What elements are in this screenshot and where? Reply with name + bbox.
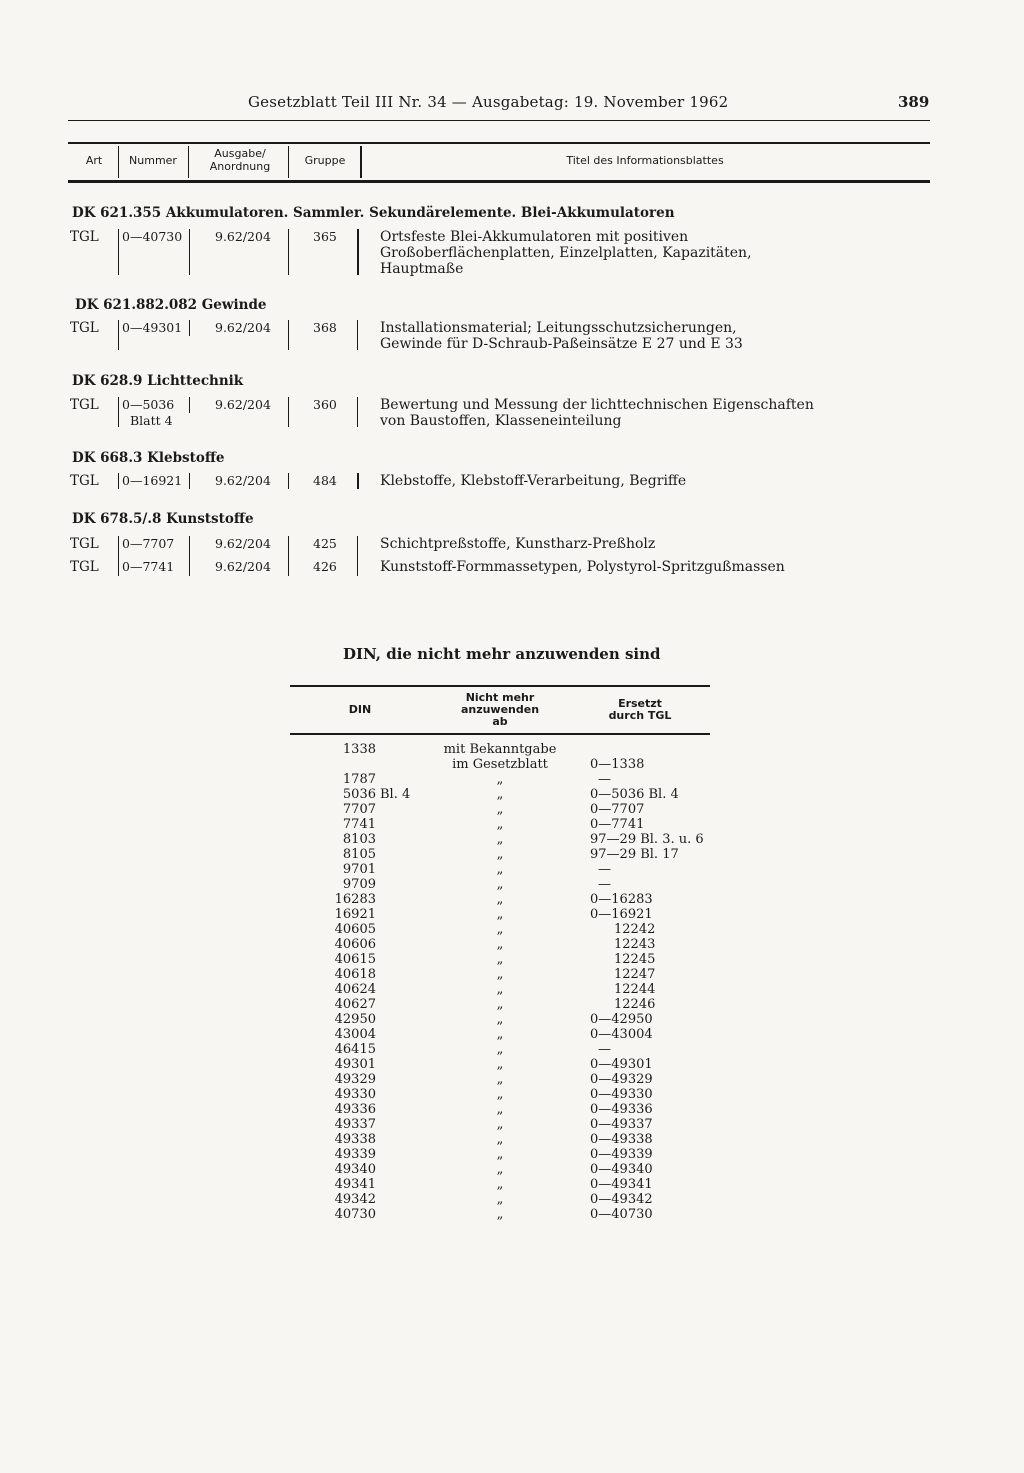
- din-table-row: [290, 1132, 710, 1147]
- din-not-applicable-from: „: [496, 1057, 504, 1072]
- section-heading: DK 628.9 Lichttechnik: [72, 373, 244, 389]
- din-table-row: [290, 997, 710, 1012]
- din-number: 49330: [334, 1087, 376, 1102]
- col-titel: Titel des Informationsblattes: [566, 154, 724, 167]
- din-replaced-by: 12242: [614, 922, 656, 937]
- din-not-applicable-from: „: [496, 892, 504, 907]
- din-not-applicable-from: „: [496, 1012, 504, 1027]
- page-number: 389: [898, 93, 930, 111]
- din-replaced-by: 0—49338: [590, 1132, 653, 1147]
- row-separator: [357, 320, 358, 350]
- din-replaced-by: 0—49337: [590, 1117, 653, 1132]
- din-not-applicable-from: „: [496, 1042, 504, 1057]
- section-heading: DK 621.882.082 Gewinde: [75, 297, 267, 313]
- row-separator: [118, 536, 119, 576]
- section-heading: DK 678.5/.8 Kunststoffe: [72, 511, 254, 527]
- din-number: 49337: [334, 1117, 376, 1132]
- row-separator: [189, 320, 190, 336]
- row-nummer: 0—40730: [122, 229, 183, 244]
- din-table-row: [290, 1042, 710, 1057]
- row-art: TGL: [70, 559, 99, 575]
- din-table-top-rule: [290, 685, 710, 687]
- row-separator: [118, 229, 119, 275]
- din-replaced-by: 12245: [614, 952, 656, 967]
- din-table-heading: DIN, die nicht mehr anzuwenden sind: [343, 645, 661, 663]
- row-nummer: 0—5036: [122, 397, 175, 412]
- din-replaced-by: 0—43004: [590, 1027, 653, 1042]
- din-table-row: [290, 1147, 710, 1162]
- din-col-ab-line1: Nicht mehr: [465, 691, 535, 704]
- row-nummer: 0—7741: [122, 559, 175, 574]
- din-replaced-by: 0—49342: [590, 1192, 653, 1207]
- din-table-row: [290, 772, 710, 787]
- din-not-applicable-from: „: [496, 922, 504, 937]
- col-separator: [360, 146, 362, 178]
- row-ausgabe: 9.62/204: [215, 229, 271, 244]
- row-separator: [118, 320, 119, 350]
- din-replaced-by: 0—7707: [590, 802, 645, 817]
- din-not-applicable-from: „: [496, 1207, 504, 1222]
- din-replaced-by: —: [598, 862, 611, 877]
- din-table-row: [290, 1117, 710, 1132]
- row-titel-line: Ortsfeste Blei-Akkumulatoren mit positiven: [380, 229, 689, 245]
- din-replaced-by: 0—5036 Bl. 4: [590, 787, 679, 802]
- din-number: 49336: [334, 1102, 376, 1117]
- din-table-row: [290, 952, 710, 967]
- din-number: 7741: [342, 817, 376, 832]
- din-not-applicable-from: „: [496, 1072, 504, 1087]
- row-separator: [189, 473, 190, 489]
- row-art: TGL: [70, 397, 99, 413]
- din-replaced-by: 0—49339: [590, 1147, 653, 1162]
- row-art: TGL: [70, 229, 99, 245]
- row-gruppe: 360: [313, 397, 337, 412]
- din-replaced-by: 0—16921: [590, 907, 653, 922]
- din-table-row: [290, 862, 710, 877]
- din-not-applicable-from: „: [496, 1192, 504, 1207]
- din-number: 40624: [334, 982, 376, 997]
- din-number: 42950: [334, 1012, 376, 1027]
- col-separator: [118, 146, 119, 178]
- din-number: 40627: [334, 997, 376, 1012]
- row-separator: [288, 473, 289, 489]
- din-number: 5036 Bl. 4: [342, 787, 411, 802]
- row-separator: [357, 229, 359, 275]
- din-number: 16921: [334, 907, 376, 922]
- din-not-applicable-from: „: [496, 802, 504, 817]
- din-number: 40730: [334, 1207, 376, 1222]
- din-replaced-by: 12243: [614, 937, 656, 952]
- din-table-row: [290, 907, 710, 922]
- din-not-applicable-from: „: [496, 1147, 504, 1162]
- din-replaced-by: 12247: [614, 967, 656, 982]
- din-replaced-by: 97—29 Bl. 17: [590, 847, 679, 862]
- din-number: 43004: [334, 1027, 376, 1042]
- din-not-applicable-from: „: [496, 1087, 504, 1102]
- row-titel-line: Kunststoff-Formmassetypen, Polystyrol-Spritzgußmassen: [380, 559, 785, 575]
- din-replaced-by: 0—1338: [590, 757, 645, 772]
- row-ausgabe: 9.62/204: [215, 559, 271, 574]
- din-table-row: [290, 1162, 710, 1177]
- row-titel-line: Bewertung und Messung der lichttechnischen Eigenschaften: [380, 397, 814, 413]
- din-replaced-by: 97—29 Bl. 3. u. 6: [590, 832, 704, 847]
- din-number: 1338: [342, 742, 376, 757]
- din-replaced-by: 0—42950: [590, 1012, 653, 1027]
- din-table-row: [290, 817, 710, 832]
- din-replaced-by: 0—49340: [590, 1162, 653, 1177]
- din-replaced-by: —: [598, 877, 611, 892]
- din-not-applicable-from: „: [496, 1102, 504, 1117]
- din-number: 40615: [334, 952, 376, 967]
- row-separator: [288, 229, 289, 275]
- din-replaced-by: 0—16283: [590, 892, 653, 907]
- row-gruppe: 365: [313, 229, 337, 244]
- row-titel-line: Schichtpreßstoffe, Kunstharz-Preßholz: [380, 536, 656, 552]
- din-replaced-by: 0—49341: [590, 1177, 653, 1192]
- din-col-ersetzt-line1: Ersetzt: [618, 697, 662, 710]
- din-not-applicable-from: „: [496, 832, 504, 847]
- row-separator: [357, 397, 358, 427]
- din-number: 7707: [342, 802, 376, 817]
- din-table-row: [290, 1057, 710, 1072]
- din-not-applicable-from: „: [496, 1117, 504, 1132]
- row-separator: [357, 536, 358, 576]
- col-ausgabe-line1: Ausgabe/: [214, 147, 266, 160]
- row-nummer-sub: Blatt 4: [130, 413, 173, 428]
- row-separator: [189, 397, 190, 413]
- din-table-row: [290, 1102, 710, 1117]
- din-number: 9709: [342, 877, 376, 892]
- din-not-applicable-from: „: [496, 1027, 504, 1042]
- din-not-applicable-from: „: [496, 982, 504, 997]
- col-separator: [188, 146, 189, 178]
- din-table-row: [290, 1192, 710, 1207]
- col-separator: [288, 146, 289, 178]
- din-number: 40605: [334, 922, 376, 937]
- col-gruppe: Gruppe: [304, 154, 346, 167]
- row-nummer: 0—7707: [122, 536, 175, 551]
- row-gruppe: 425: [313, 536, 337, 551]
- din-replaced-by: 0—7741: [590, 817, 645, 832]
- din-number: 49339: [334, 1147, 376, 1162]
- din-table-row: [290, 967, 710, 982]
- table-header-bottom-rule: [68, 180, 930, 183]
- din-replaced-by: —: [598, 1042, 611, 1057]
- row-gruppe: 368: [313, 320, 337, 335]
- header-rule: [68, 120, 930, 121]
- row-art: TGL: [70, 536, 99, 552]
- din-replaced-by: 0—49330: [590, 1087, 653, 1102]
- din-table-row: [290, 937, 710, 952]
- din-table-row: [290, 1012, 710, 1027]
- din-number-suffix: Bl. 4: [380, 787, 411, 802]
- row-art: TGL: [70, 473, 99, 489]
- din-not-applicable-from: „: [496, 1162, 504, 1177]
- din-number: 49340: [334, 1162, 376, 1177]
- row-titel-line: Gewinde für D-Schraub-Paßeinsätze E 27 und E 33: [380, 336, 743, 352]
- row-separator: [189, 229, 190, 275]
- din-number: 16283: [334, 892, 376, 907]
- row-ausgabe: 9.62/204: [215, 397, 271, 412]
- row-gruppe: 426: [313, 559, 337, 574]
- din-table-row: [290, 1177, 710, 1192]
- row-ausgabe: 9.62/204: [215, 536, 271, 551]
- din-number: 9701: [342, 862, 376, 877]
- din-number: 8103: [342, 832, 376, 847]
- din-replaced-by: 0—40730: [590, 1207, 653, 1222]
- din-number: 49341: [334, 1177, 376, 1192]
- din-table-row: [290, 1072, 710, 1087]
- din-not-applicable-from-line: im Gesetzblatt: [452, 757, 548, 772]
- din-not-applicable-from: „: [496, 937, 504, 952]
- din-not-applicable-from: „: [496, 847, 504, 862]
- row-titel-line: Hauptmaße: [380, 261, 464, 277]
- row-separator: [288, 397, 289, 427]
- din-number: 46415: [334, 1042, 376, 1057]
- row-gruppe: 484: [313, 473, 337, 488]
- row-separator: [357, 473, 359, 489]
- section-heading: DK 668.3 Klebstoffe: [72, 450, 225, 466]
- din-replaced-by: 0—49301: [590, 1057, 653, 1072]
- din-table-row: [290, 832, 710, 847]
- din-table-row: [290, 892, 710, 907]
- row-titel-line: von Baustoffen, Klasseneinteilung: [380, 413, 622, 429]
- row-titel-line: Klebstoffe, Klebstoff-Verarbeitung, Begriffe: [380, 473, 687, 489]
- row-titel-line: Installationsmaterial; Leitungsschutzsicherungen,: [380, 320, 737, 336]
- din-not-applicable-from: „: [496, 1132, 504, 1147]
- din-col-din: DIN: [348, 703, 372, 716]
- din-table-row: [290, 922, 710, 937]
- running-head: Gesetzblatt Teil III Nr. 34 — Ausgabetag: 19. November 1962: [248, 93, 729, 111]
- din-table-row: [290, 1207, 710, 1222]
- din-table-row: [290, 742, 710, 772]
- din-number: 49342: [334, 1192, 376, 1207]
- din-not-applicable-from: „: [496, 952, 504, 967]
- din-not-applicable-from: „: [496, 1177, 504, 1192]
- row-separator: [118, 397, 119, 427]
- row-separator: [288, 320, 289, 350]
- row-ausgabe: 9.62/204: [215, 473, 271, 488]
- row-separator: [189, 536, 190, 576]
- din-number: 40606: [334, 937, 376, 952]
- din-not-applicable-from: „: [496, 907, 504, 922]
- din-number: 49301: [334, 1057, 376, 1072]
- din-not-applicable-from: „: [496, 817, 504, 832]
- table-header-top-rule: [68, 142, 930, 144]
- din-table-row: [290, 1087, 710, 1102]
- row-art: TGL: [70, 320, 99, 336]
- row-ausgabe: 9.62/204: [215, 320, 271, 335]
- din-col-ersetzt-line2: durch TGL: [608, 709, 672, 722]
- din-table-row: [290, 847, 710, 862]
- col-art: Art: [85, 154, 103, 167]
- din-not-applicable-from: „: [496, 997, 504, 1012]
- din-number: 1787: [342, 772, 376, 787]
- din-replaced-by: 0—49329: [590, 1072, 653, 1087]
- row-separator: [288, 536, 289, 576]
- din-replaced-by: 12246: [614, 997, 656, 1012]
- din-table-row: [290, 802, 710, 817]
- din-col-ab-line3: ab: [492, 715, 508, 728]
- din-not-applicable-from: [430, 742, 570, 772]
- din-table-body: [290, 742, 710, 1222]
- row-nummer: 0—49301: [122, 320, 183, 335]
- din-replaced-by: 12244: [614, 982, 656, 997]
- din-table-row: [290, 1027, 710, 1042]
- section-heading: DK 621.355 Akkumulatoren. Sammler. Sekundärelemente. Blei-Akkumulatoren: [72, 205, 675, 221]
- din-table-header-rule: [290, 733, 710, 735]
- din-number: 49329: [334, 1072, 376, 1087]
- din-table-row: [290, 982, 710, 997]
- din-not-applicable-from: „: [496, 862, 504, 877]
- din-not-applicable-from: „: [496, 967, 504, 982]
- din-table-row: [290, 877, 710, 892]
- din-number: 8105: [342, 847, 376, 862]
- col-nummer: Nummer: [129, 154, 177, 167]
- din-not-applicable-from: „: [496, 787, 504, 802]
- row-titel-line: Großoberflächenplatten, Einzelplatten, Kapazitäten,: [380, 245, 752, 261]
- din-number: 40618: [334, 967, 376, 982]
- din-table-row: [290, 787, 710, 802]
- row-separator: [118, 473, 119, 489]
- din-not-applicable-from-line: mit Bekanntgabe: [443, 742, 557, 757]
- din-not-applicable-from: „: [496, 877, 504, 892]
- row-nummer: 0—16921: [122, 473, 183, 488]
- din-replaced-by: —: [598, 772, 611, 787]
- col-ausgabe-line2: Anordnung: [209, 160, 271, 173]
- din-not-applicable-from: „: [496, 772, 504, 787]
- din-col-ab-line2: anzuwenden: [460, 703, 540, 716]
- din-replaced-by: 0—49336: [590, 1102, 653, 1117]
- din-number: 49338: [334, 1132, 376, 1147]
